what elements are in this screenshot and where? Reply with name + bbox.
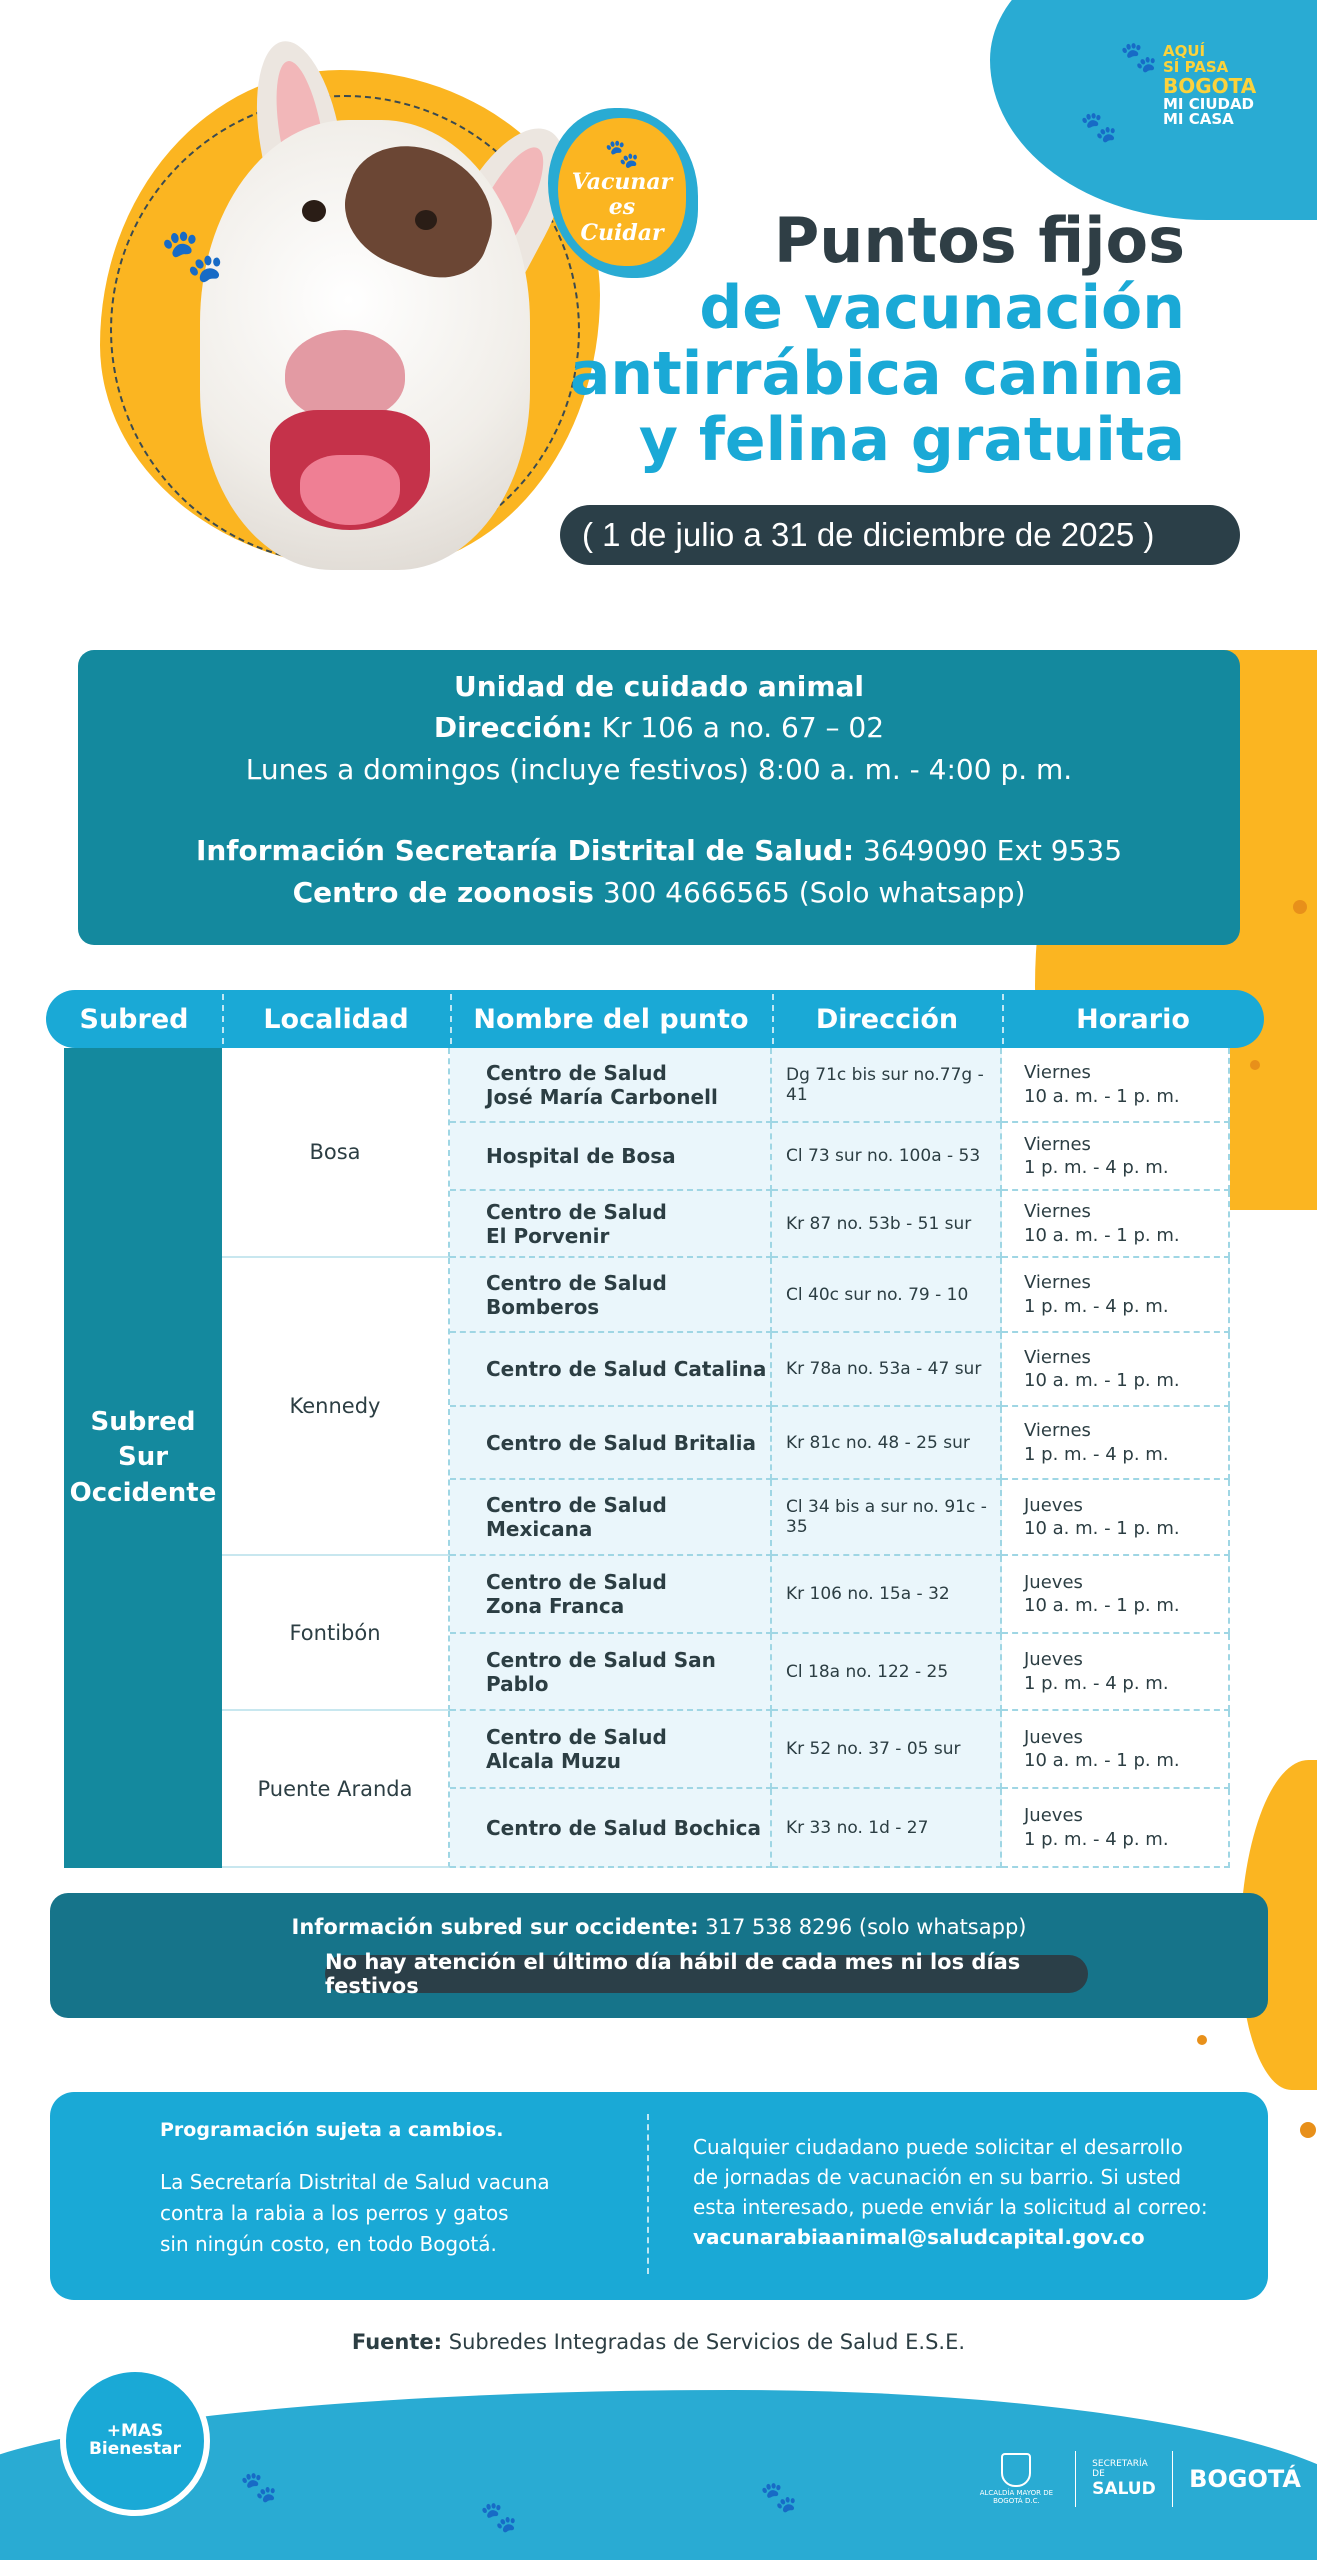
table-row — [450, 1634, 1230, 1711]
notes-line: sin ningún costo, en todo Bogotá. — [160, 2232, 497, 2257]
title-line: y felina gratuita — [638, 405, 1185, 475]
table-row — [450, 1711, 1230, 1789]
point-schedule: Viernes 1 p. m. - 4 p. m. — [1002, 1407, 1230, 1480]
notes-right — [693, 2132, 1253, 2252]
dog-nose — [285, 330, 405, 420]
table-row — [450, 1048, 1230, 1123]
paw-icon: 🐾 — [604, 136, 640, 170]
decor-dot — [1250, 1060, 1260, 1070]
zoonosis-phone: 300 4666565 (Solo whatsapp) — [602, 875, 1026, 909]
header-nombre: Nombre del punto — [473, 1003, 749, 1035]
table-header — [46, 990, 1264, 1048]
point-name: Centro de Salud Catalina — [450, 1333, 772, 1407]
sds-label: Información Secretaría Distrital de Salud: — [195, 834, 855, 868]
dog-eye — [415, 210, 437, 230]
notes-title: Programación sujeta a cambios. — [160, 2119, 504, 2141]
point-address: Kr 33 no. 1d - 27 — [772, 1789, 1002, 1868]
opening-hours: Lunes a domingos (incluye festivos) 8:00 a. m. - 4:00 p. m. — [245, 752, 1073, 786]
contact-email-link[interactable]: vacunarabiaanimal@saludcapital.gov.co — [693, 2225, 1145, 2249]
brand-line: MI CIUDAD — [1163, 94, 1255, 113]
point-address: Cl 18a no. 122 - 25 — [772, 1634, 1002, 1711]
brand-line: BOGOTA — [1163, 73, 1257, 98]
point-address: Kr 106 no. 15a - 32 — [772, 1556, 1002, 1634]
point-name: Centro de Salud José María Carbonell — [450, 1048, 772, 1123]
header-subred: Subred — [79, 1003, 189, 1035]
notes-box — [50, 2092, 1268, 2300]
no-service-notice: No hay atención el último día hábil de cada mes ni los días festivos — [325, 1955, 1088, 1993]
title-line: Puntos fijos — [773, 204, 1185, 277]
point-name: Centro de Salud Bochica — [450, 1789, 772, 1868]
point-schedule: Viernes 1 p. m. - 4 p. m. — [1002, 1258, 1230, 1333]
brand-line: SÍ PASA — [1163, 57, 1229, 76]
alcaldia-logo: ALCALDÍA MAYOR DE BOGOTÁ D.C. — [958, 2453, 1075, 2505]
notes-line: La Secretaría Distrital de Salud vacuna — [160, 2170, 550, 2195]
date-range-bar — [560, 505, 1240, 565]
point-schedule: Viernes 10 a. m. - 1 p. m. — [1002, 1333, 1230, 1407]
point-name: Centro de Salud Britalia — [450, 1407, 772, 1480]
table-row — [450, 1789, 1230, 1868]
point-schedule: Viernes 1 p. m. - 4 p. m. — [1002, 1123, 1230, 1191]
table-row — [450, 1258, 1230, 1333]
dog-tongue — [300, 455, 400, 525]
badge-line: es — [608, 194, 636, 221]
paw-icon: 🐾 — [1120, 40, 1158, 75]
shield-icon — [1001, 2453, 1031, 2487]
paw-icon: 🐾 — [1080, 110, 1118, 145]
decor-dot — [1293, 900, 1307, 914]
point-address: Cl 34 bis a sur no. 91c - 35 — [772, 1480, 1002, 1556]
paw-icon: 🐾 — [480, 2500, 518, 2535]
brand-line: AQUÍ — [1163, 42, 1206, 60]
paw-icon: 🐾 — [240, 2470, 278, 2505]
notes-line: Cualquier ciudadano puede solicitar el desarrollo — [693, 2135, 1183, 2159]
unit-title: Unidad de cuidado animal — [454, 670, 864, 703]
point-address: Kr 81c no. 48 - 25 sur — [772, 1407, 1002, 1480]
table-row — [450, 1333, 1230, 1407]
point-schedule: Jueves 1 p. m. - 4 p. m. — [1002, 1634, 1230, 1711]
date-range-text: ( 1 de julio a 31 de diciembre de 2025 ) — [582, 516, 1155, 553]
title-line: de vacunación — [699, 273, 1185, 343]
point-schedule: Jueves 10 a. m. - 1 p. m. — [1002, 1556, 1230, 1634]
header-horario: Horario — [1076, 1003, 1190, 1035]
point-name: Centro de Salud Mexicana — [450, 1480, 772, 1556]
footer-logos — [958, 2444, 1317, 2514]
header-direccion: Dirección — [815, 1003, 959, 1035]
subred-line: Occidente — [69, 1477, 217, 1508]
bogota-brand-logo — [1163, 44, 1303, 128]
badge-line: Cuidar — [580, 219, 664, 246]
dog-eye — [302, 200, 326, 222]
decor-dot — [1197, 2035, 1207, 2045]
address-label: Dirección: — [433, 711, 593, 745]
address-value: Kr 106 a no. 67 – 02 — [601, 711, 885, 745]
brand-line: MI CASA — [1163, 110, 1234, 129]
point-name: Centro de Salud Alcala Muzu — [450, 1711, 772, 1789]
secretaria-salud-logo: SECRETARÍA DE SALUD — [1092, 2459, 1156, 2499]
paw-icon: 🐾 — [160, 226, 225, 286]
point-address: Dg 71c bis sur no.77g - 41 — [772, 1048, 1002, 1123]
decor-dot — [1300, 2122, 1316, 2138]
title-line: antirrábica canina — [569, 339, 1185, 409]
point-schedule: Viernes 10 a. m. - 1 p. m. — [1002, 1048, 1230, 1123]
point-name: Hospital de Bosa — [450, 1123, 772, 1191]
table-row — [450, 1480, 1230, 1556]
sds-phone: 3649090 Ext 9535 — [863, 834, 1123, 868]
table-row — [450, 1191, 1230, 1258]
point-name: Centro de Salud Zona Franca — [450, 1556, 772, 1634]
point-address: Cl 40c sur no. 79 - 10 — [772, 1258, 1002, 1333]
subred-contact: Información subred sur occidente: 317 538 8296 (solo whatsapp) — [291, 1915, 1027, 1939]
locality-cell: Bosa — [222, 1048, 450, 1258]
locality-cell: Fontibón — [222, 1556, 450, 1711]
point-name: Centro de Salud Bomberos — [450, 1258, 772, 1333]
notes-line: contra la rabia a los perros y gatos — [160, 2201, 509, 2226]
point-schedule: Jueves 10 a. m. - 1 p. m. — [1002, 1480, 1230, 1556]
table-row — [450, 1556, 1230, 1634]
point-address: Kr 52 no. 37 - 05 sur — [772, 1711, 1002, 1789]
notes-line: de jornadas de vacunación en su barrio. Si usted — [693, 2165, 1182, 2189]
table-row — [450, 1123, 1230, 1191]
paw-icon: 🐾 — [760, 2480, 798, 2515]
info-box — [78, 650, 1240, 945]
table-row — [450, 1407, 1230, 1480]
point-address: Cl 73 sur no. 100a - 53 — [772, 1123, 1002, 1191]
point-address: Kr 78a no. 53a - 47 sur — [772, 1333, 1002, 1407]
vaccination-table — [64, 1048, 1230, 1868]
subred-cell — [64, 1048, 222, 1868]
locality-cell: Puente Aranda — [222, 1711, 450, 1868]
notes-left — [160, 2116, 590, 2260]
point-address: Kr 87 no. 53b - 51 sur — [772, 1191, 1002, 1258]
zoonosis-label: Centro de zoonosis — [292, 875, 594, 909]
mas-bienestar-logo: +MAS Bienestar — [60, 2366, 210, 2516]
subred-line: Sur — [117, 1442, 169, 1473]
subred-info-box — [50, 1893, 1268, 2018]
point-schedule: Jueves 10 a. m. - 1 p. m. — [1002, 1711, 1230, 1789]
source-note: Fuente: Subredes Integradas de Servicios de Salud E.S.E. — [351, 2330, 966, 2354]
point-name: Centro de Salud San Pablo — [450, 1634, 772, 1711]
point-schedule: Jueves 1 p. m. - 4 p. m. — [1002, 1789, 1230, 1868]
bogota-logo: BOGOTÁ — [1189, 2465, 1301, 2493]
notes-line: esta interesado, puede enviár la solicitud al correo: — [693, 2195, 1208, 2219]
point-schedule: Viernes 10 a. m. - 1 p. m. — [1002, 1191, 1230, 1258]
point-name: Centro de Salud El Porvenir — [450, 1191, 772, 1258]
subred-line: Subred — [90, 1407, 196, 1438]
header-localidad: Localidad — [263, 1003, 409, 1035]
locality-cell: Kennedy — [222, 1258, 450, 1556]
badge-line: Vacunar — [571, 169, 673, 196]
